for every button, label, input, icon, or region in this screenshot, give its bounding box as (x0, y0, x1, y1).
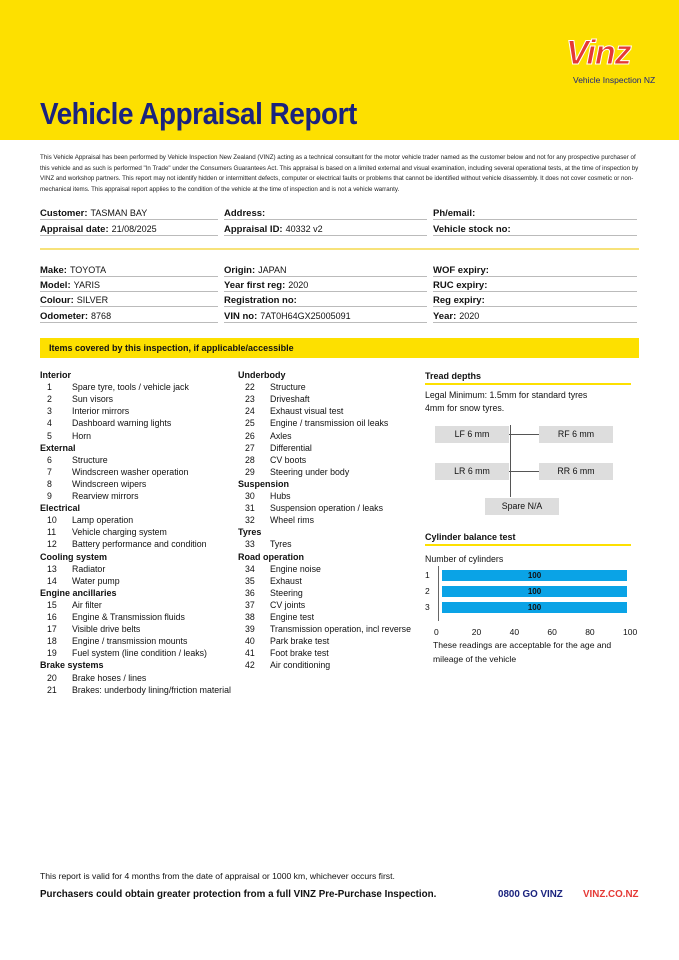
item-number: 11 (47, 527, 57, 538)
item-number: 26 (245, 430, 255, 441)
x-tick-label: 80 (585, 627, 595, 637)
inspection-item (47, 600, 102, 610)
item-label: Air conditioning (270, 660, 331, 671)
cylinder-footnote-1: These readings are acceptable for the age and (433, 640, 612, 650)
item-label: Tyres (270, 539, 292, 550)
inspection-item (245, 564, 321, 574)
x-tick-label: 100 (623, 627, 638, 637)
item-number: 38 (245, 612, 255, 622)
inspection-item (47, 479, 146, 489)
reg-expiry-field: Reg expiry: (433, 295, 485, 306)
phone-number: 0800 GO VINZ (498, 889, 563, 900)
item-number: 34 (245, 563, 255, 574)
registration-field: Registration no: (224, 295, 297, 306)
item-number: 35 (245, 575, 255, 586)
tyre-rr: RR 6 mm (539, 463, 613, 480)
item-number: 5 (47, 430, 52, 441)
item-label: Suspension operation / leaks (270, 503, 383, 514)
inspection-item (47, 636, 187, 646)
category-heading: Tyres (238, 527, 262, 538)
item-label: Transmission operation, incl reverse (270, 624, 411, 635)
inspection-item (47, 455, 108, 465)
item-number: 6 (47, 454, 52, 465)
cylinder-bar: 100 (442, 586, 627, 597)
tread-note-2: 4mm for snow tyres. (425, 403, 505, 413)
x-tick-label: 60 (547, 627, 557, 637)
origin-field: Origin: JAPAN (224, 265, 287, 276)
intro-disclaimer: This Vehicle Appraisal has been performed by Vehicle Inspection New Zealand (VINZ) acting as a technical consultant for the motor vehicle trader named as the customer below and not for any prospective purchaser of this vehicle and as such is performed "In Trade" under the Consumers Guarantees Act. This appraisal is based on a limited external and visual examination, including several operational tests, at the time of inspection by VINZ and workshop partners. This report may not identify hidden or intermittent defects, computer or electrical faults or problems that cannot be identified without vehicle disassembly. It does not cover cosmetic or non-mechanical items. This appraisal report applies to the condition of the vehicle at the time of inspection and is not a vehicle warranty. (40, 154, 639, 194)
item-label: Fuel system (line condition / leaks) (72, 648, 207, 659)
inspection-item (47, 576, 120, 586)
x-tick-label: 0 (434, 627, 439, 637)
inspection-item (245, 648, 329, 658)
item-label: Axles (270, 430, 292, 441)
wof-field: WOF expiry: (433, 265, 489, 276)
item-number: 21 (47, 684, 57, 695)
item-number: 15 (47, 599, 57, 610)
category-heading: Brake systems (40, 660, 104, 671)
cylinder-title: Cylinder balance test (425, 532, 516, 542)
inspection-item (47, 624, 140, 634)
item-number: 13 (47, 563, 57, 574)
item-number: 31 (245, 503, 255, 514)
inspection-item (47, 491, 138, 501)
item-label: Brakes: underbody lining/friction material (72, 684, 231, 695)
inspection-item (245, 503, 383, 513)
x-tick-label: 40 (509, 627, 520, 637)
cylinder-bar: 100 (442, 570, 627, 581)
item-number: 12 (47, 539, 57, 550)
item-number: 14 (47, 575, 57, 586)
item-number: 32 (245, 515, 255, 526)
item-label: Engine & Transmission fluids (72, 612, 185, 622)
appraisal-date-field: Appraisal date: 21/08/2025 (40, 224, 157, 235)
item-label: Wheel rims (270, 515, 314, 526)
inspection-item (245, 660, 330, 670)
inspection-item (47, 431, 91, 441)
cylinder-count-label: Number of cylinders (425, 554, 504, 564)
inspection-item (47, 394, 113, 404)
item-label: Visible drive belts (72, 624, 141, 635)
tyre-lr: LR 6 mm (435, 463, 509, 480)
inspection-item (245, 624, 411, 634)
tread-note-1: Legal Minimum: 1.5mm for standard tyres (425, 390, 588, 400)
divider (40, 248, 639, 250)
item-label: Park brake test (270, 636, 330, 647)
item-label: Engine test (270, 612, 315, 622)
item-number: 9 (47, 491, 52, 501)
item-label: Brake hoses / lines (72, 672, 147, 683)
inspection-item (245, 394, 310, 404)
inspection-item (47, 418, 171, 428)
make-field: Make: TOYOTA (40, 265, 107, 276)
year-first-reg-field: Year first reg: 2020 (224, 280, 309, 291)
item-label: Spare tyre, tools / vehicle jack (72, 382, 189, 393)
customer-field: Customer: TASMAN BAY (40, 208, 148, 219)
inspection-item (47, 515, 133, 525)
phone-field: Ph/email: (433, 208, 476, 219)
item-label: Sun visors (72, 394, 114, 405)
item-label: CV boots (270, 454, 307, 465)
category-heading: Underbody (238, 370, 286, 380)
inspection-item (245, 431, 292, 441)
x-tick-label: 20 (471, 627, 482, 637)
item-number: 29 (245, 466, 255, 477)
protection-note: Purchasers could obtain greater protection from a full VINZ Pre-Purchase Inspection. (40, 889, 437, 900)
tyre-spare: Spare N/A (485, 498, 559, 515)
items-banner: Items covered by this inspection, if applicable/accessible (40, 338, 639, 358)
item-label: Engine noise (270, 563, 321, 574)
item-number: 27 (245, 442, 255, 453)
item-number: 4 (47, 418, 52, 429)
item-number: 24 (245, 406, 255, 417)
item-number: 3 (47, 406, 52, 417)
inspection-item (245, 539, 292, 549)
item-label: Radiator (72, 563, 106, 574)
item-number: 23 (245, 394, 255, 405)
inspection-item (47, 685, 231, 695)
inspection-item (47, 648, 207, 658)
item-number: 20 (47, 672, 57, 683)
item-label: Structure (72, 454, 108, 465)
item-number: 2 (47, 394, 52, 405)
inspection-item (245, 576, 302, 586)
inspection-item (245, 491, 291, 501)
inspection-item (47, 467, 188, 477)
cylinder-label: 2 (425, 586, 430, 596)
item-label: Air filter (72, 599, 102, 610)
cylinder-label: 1 (425, 570, 430, 580)
item-label: Interior mirrors (72, 406, 130, 417)
logo-subtitle: Vehicle Inspection NZ (573, 75, 656, 85)
item-number: 19 (47, 648, 57, 659)
inspection-item (47, 527, 167, 537)
inspection-item (47, 612, 185, 622)
item-label: Dashboard warning lights (72, 418, 172, 429)
item-label: Structure (270, 382, 306, 393)
item-label: Steering (270, 587, 303, 598)
inspection-item (245, 467, 349, 477)
item-label: Water pump (72, 575, 120, 586)
chart-axis (438, 566, 439, 621)
item-number: 22 (245, 382, 255, 393)
item-label: Engine / transmission oil leaks (270, 418, 389, 429)
inspection-item (245, 588, 303, 598)
vin-field: VIN no: 7AT0H64GX25005091 (224, 311, 351, 322)
item-label: Exhaust visual test (270, 406, 344, 417)
inspection-item (245, 418, 388, 428)
item-label: Rearview mirrors (72, 491, 139, 501)
vinz-logo: Vinz (566, 34, 631, 72)
tread-title: Tread depths (425, 371, 482, 381)
inspection-item (245, 515, 314, 525)
colour-field: Colour: SILVER (40, 295, 109, 306)
item-label: Steering under body (270, 466, 350, 477)
category-heading: Electrical (40, 503, 81, 514)
item-label: Battery performance and condition (72, 539, 207, 550)
inspection-item (245, 612, 314, 622)
inspection-item (47, 539, 206, 549)
website: VINZ.CO.NZ (583, 889, 639, 900)
tyre-rf: RF 6 mm (539, 426, 613, 443)
item-number: 30 (245, 491, 255, 501)
item-number: 40 (245, 636, 255, 647)
item-label: Horn (72, 430, 92, 441)
cylinder-bar: 100 (442, 602, 627, 613)
item-number: 39 (245, 624, 255, 635)
odometer-field: Odometer: 8768 (40, 311, 112, 322)
category-heading: Suspension (238, 478, 290, 489)
item-label: Vehicle charging system (72, 527, 167, 538)
item-number: 1 (47, 382, 52, 393)
item-number: 41 (245, 648, 255, 659)
inspection-item (47, 406, 129, 416)
item-label: Windscreen washer operation (72, 466, 189, 477)
address-field: Address: (224, 208, 266, 219)
item-number: 17 (47, 624, 57, 635)
tyre-lf: LF 6 mm (435, 426, 509, 443)
item-number: 37 (245, 599, 255, 610)
item-label: Lamp operation (72, 515, 134, 526)
item-number: 33 (245, 539, 255, 550)
inspection-item (47, 564, 105, 574)
inspection-item (245, 636, 329, 646)
item-number: 16 (47, 612, 57, 622)
item-label: Foot brake test (270, 648, 329, 659)
stock-no-field: Vehicle stock no: (433, 224, 511, 235)
item-number: 18 (47, 636, 57, 647)
category-heading: Road operation (238, 551, 305, 562)
year-field: Year: 2020 (433, 311, 480, 322)
item-label: Windscreen wipers (72, 478, 147, 489)
item-label: Driveshaft (270, 394, 310, 405)
item-label: CV joints (270, 599, 306, 610)
cylinder-footnote-2: mileage of the vehicle (433, 654, 517, 664)
item-label: Engine / transmission mounts (72, 636, 188, 647)
page-title: Vehicle Appraisal Report (40, 96, 357, 131)
item-number: 7 (47, 466, 52, 477)
item-number: 8 (47, 478, 52, 489)
inspection-item (245, 600, 305, 610)
inspection-item (245, 382, 306, 392)
item-label: Hubs (270, 491, 291, 501)
inspection-item (47, 382, 189, 392)
inspection-item (245, 455, 306, 465)
validity-note: This report is valid for 4 months from the date of appraisal or 1000 km, whichever occurs first. (40, 871, 395, 881)
item-number: 36 (245, 587, 255, 598)
cylinder-label: 3 (425, 602, 430, 612)
inspection-item (245, 443, 312, 453)
category-heading: Interior (40, 370, 72, 380)
item-number: 25 (245, 418, 255, 429)
model-field: Model: YARIS (40, 280, 100, 291)
item-number: 28 (245, 454, 255, 465)
inspection-item (47, 673, 146, 683)
ruc-field: RUC expiry: (433, 280, 488, 291)
appraisal-id-field: Appraisal ID: 40332 v2 (224, 224, 323, 235)
category-heading: Engine ancillaries (40, 587, 117, 598)
item-number: 42 (245, 660, 255, 671)
item-number: 10 (47, 515, 57, 526)
item-label: Exhaust (270, 575, 302, 586)
item-label: Differential (270, 442, 312, 453)
category-heading: Cooling system (40, 551, 108, 562)
inspection-item (245, 406, 343, 416)
category-heading: External (40, 442, 76, 453)
